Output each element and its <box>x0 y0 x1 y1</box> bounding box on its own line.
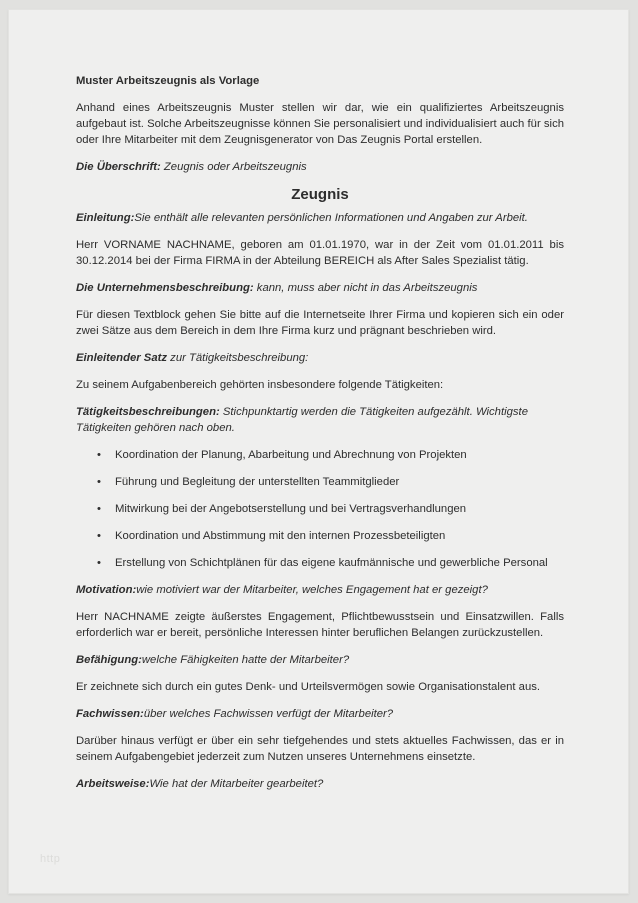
bullet-icon: • <box>97 503 101 515</box>
bullet-icon: • <box>97 557 101 569</box>
section-label: Fachwissen: <box>76 708 144 720</box>
bullet-item-text: Mitwirkung bei der Angebotserstellung und bei Vertragsverhandlungen <box>115 503 467 515</box>
paragraph: Zu seinem Aufgabenbereich gehörten insbesondere folgende Tätigkeiten: <box>76 379 444 391</box>
paragraph: Herr NACHNAME zeigte äußerstes Engagement, Pflichtbewusstsein und Einsatzwillen. Falls erforderlich war er bereit, persönliche Interessen hinter beruflichen Belangen zurückzustellen. <box>76 611 564 639</box>
bullet-icon: • <box>97 476 101 488</box>
bullet-icon: • <box>97 449 101 461</box>
section-label-line <box>76 776 564 792</box>
section-label-description: Sie enthält alle relevanten persönlichen Informationen und Angaben zur Arbeit. <box>134 212 528 224</box>
section-label-line <box>76 280 564 296</box>
bullet-list <box>76 447 564 571</box>
paragraph: Darüber hinaus verfügt er über ein sehr tiefgehendes und stets aktuelles Fachwissen, das er in seinem Aufgabengebiet jederzeit zum Nutzen unseres Unternehmens einsetzte. <box>76 735 564 763</box>
document-content <box>76 73 564 803</box>
section-label-line <box>76 350 564 366</box>
section-label: Einleitung: <box>76 212 135 224</box>
section-label-description: Zeugnis oder Arbeitszeugnis <box>160 161 307 173</box>
section-label: Die Überschrift: <box>76 161 161 173</box>
bullet-item <box>76 555 564 571</box>
bullet-item-text: Koordination und Abstimmung mit den internen Prozessbeteiligten <box>115 530 446 542</box>
section-label: Die Unternehmensbeschreibung: <box>76 282 254 294</box>
section-label: Einleitender Satz <box>76 352 168 364</box>
section-label-description: wie motiviert war der Mitarbeiter, welches Engagement hat er gezeigt? <box>136 584 488 596</box>
section-label: Arbeitsweise: <box>76 778 150 790</box>
bullet-item <box>76 447 564 463</box>
bullet-item <box>76 474 564 490</box>
bullet-item-text: Erstellung von Schichtplänen für das eigene kaufmännische und gewerbliche Personal <box>115 557 548 569</box>
section-label-description: über welches Fachwissen verfügt der Mitarbeiter? <box>143 708 394 720</box>
section-label: Tätigkeitsbeschreibungen: <box>76 406 220 418</box>
document-title: Zeugnis <box>291 186 349 203</box>
section-label-description: Stichpunktartig werden die Tätigkeiten aufgezählt. Wichtigste Tätigkeiten gehören nach oben. <box>76 406 528 434</box>
section-label-line <box>76 404 564 436</box>
bullet-item <box>76 501 564 517</box>
section-label-description: welche Fähigkeiten hatte der Mitarbeiter? <box>141 654 350 666</box>
paragraph: Er zeichnete sich durch ein gutes Denk- und Urteilsvermögen sowie Organisationstalent aus. <box>76 681 541 693</box>
document-page <box>8 9 629 894</box>
section-label-description: kann, muss aber nicht in das Arbeitszeugnis <box>253 282 478 294</box>
section-label-line <box>76 706 564 722</box>
section-label-description: zur Tätigkeitsbeschreibung: <box>167 352 309 364</box>
section-label-description: Wie hat der Mitarbeiter gearbeitet? <box>149 778 324 790</box>
section-label: Motivation: <box>76 584 137 596</box>
bullet-icon: • <box>97 530 101 542</box>
bullet-item-text: Koordination der Planung, Abarbeitung und Abrechnung von Projekten <box>115 449 467 461</box>
paragraph: Anhand eines Arbeitszeugnis Muster stellen wir dar, wie ein qualifiziertes Arbeitszeugnis aufgebaut ist. Solche Arbeitszeugnisse können Sie personalisiert und individualisiert auch für sich oder Ihre Mitarbeiter mit dem Zeugnisgenerator von Das Zeugnis Portal erstellen. <box>76 102 564 146</box>
bullet-item <box>76 528 564 544</box>
paragraph: Für diesen Textblock gehen Sie bitte auf die Internetseite Ihrer Firma und kopieren sich ein oder zwei Sätze aus dem Bereich in dem Ihre Firma kurz und prägnant beschrieben wird. <box>76 309 564 337</box>
section-label: Befähigung: <box>76 654 142 666</box>
section-label-line <box>76 210 564 226</box>
paragraph: Herr VORNAME NACHNAME, geboren am 01.01.1970, war in der Zeit vom 01.01.2011 bis 30.12.2014 bei der Firma FIRMA in der Abteilung BEREICH als After Sales Spezialist tätig. <box>76 239 564 267</box>
section-label-line <box>76 652 564 668</box>
bullet-item-text: Führung und Begleitung der unterstellten Teammitglieder <box>115 476 400 488</box>
document-heading: Muster Arbeitszeugnis als Vorlage <box>76 75 260 87</box>
section-label-line <box>76 582 564 598</box>
watermark-text: http <box>40 853 61 865</box>
section-label-line <box>76 159 564 175</box>
